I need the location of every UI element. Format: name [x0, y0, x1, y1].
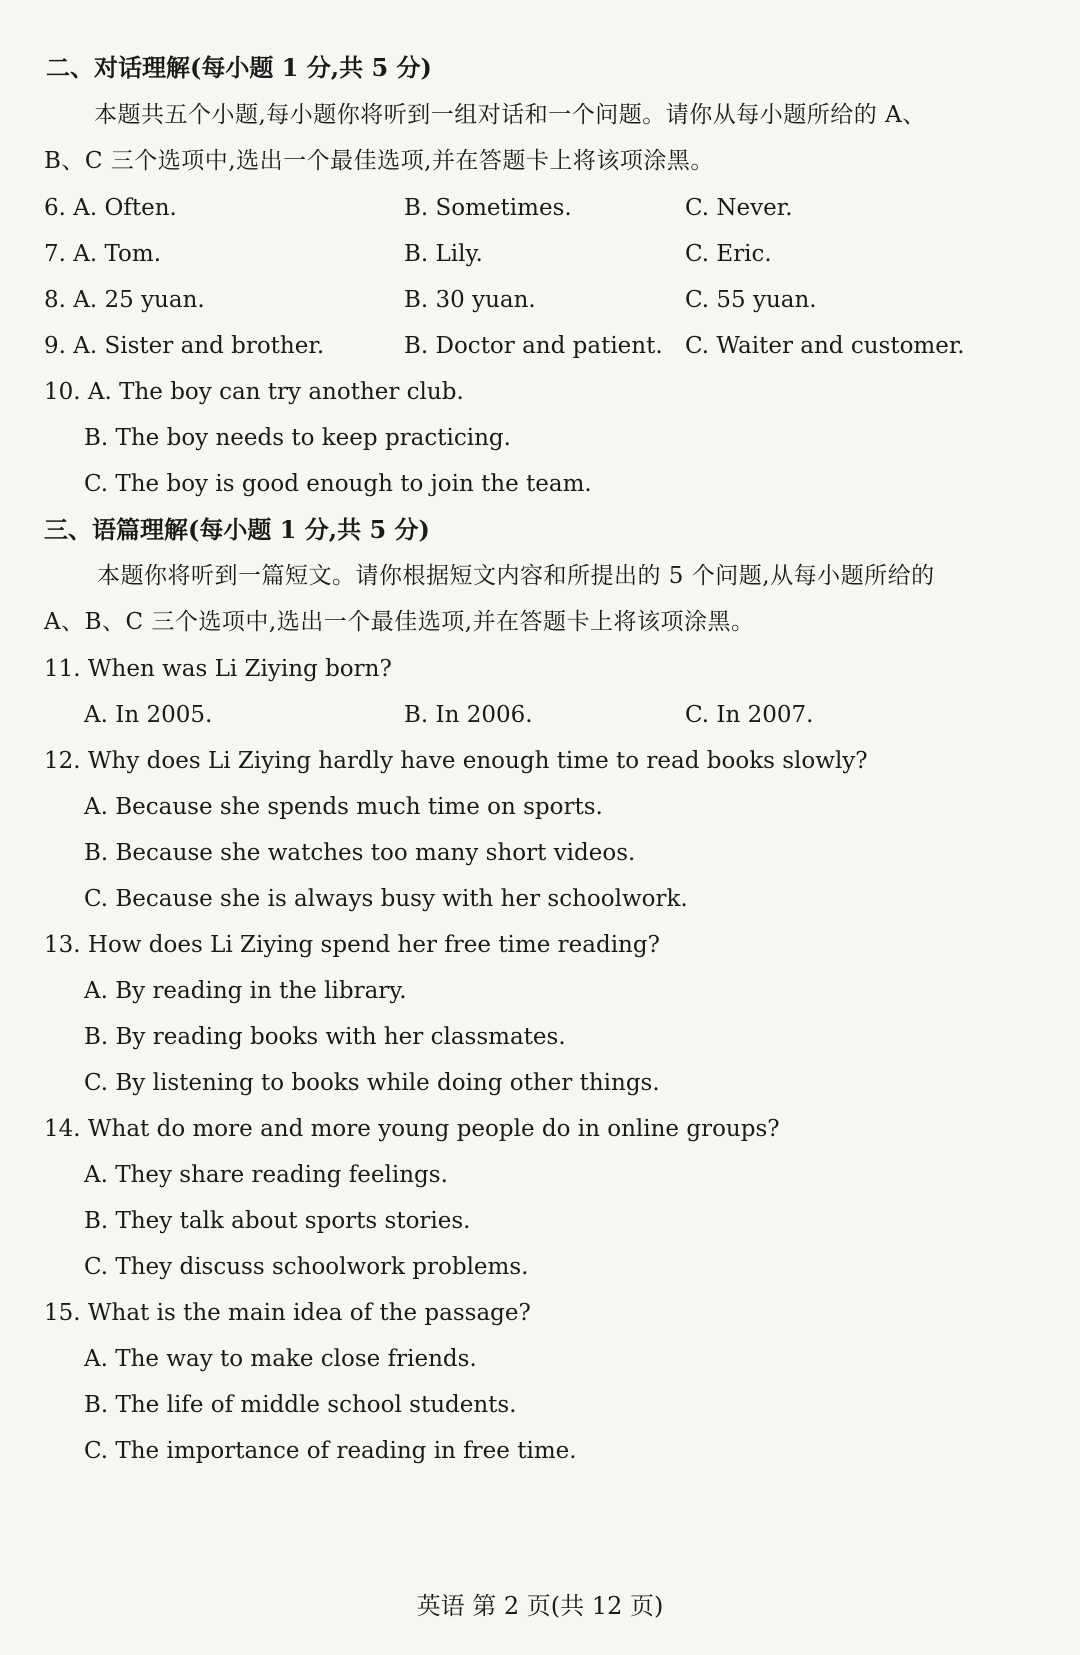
section2-intro-line2: B、C 三个选项中,选出一个最佳选项,并在答题卡上将该项涂黑。 [44, 148, 714, 174]
q11-option-c: C. In 2007. [685, 702, 814, 728]
page-footer: 英语 第 2 页(共 12 页) [416, 1592, 664, 1620]
q10-option-a: 10. A. The boy can try another club. [44, 379, 464, 405]
q6-option-b: B. Sometimes. [404, 195, 572, 221]
q12-option-c: C. Because she is always busy with her schoolwork. [84, 886, 688, 912]
q15-stem: 15. What is the main idea of the passage? [44, 1300, 531, 1326]
q11-option-b: B. In 2006. [404, 702, 533, 728]
section2-heading: 二、对话理解(每小题 1 分,共 5 分) [46, 53, 432, 82]
q13-stem: 13. How does Li Ziying spend her free time reading? [44, 932, 660, 958]
q15-option-c: C. The importance of reading in free time. [84, 1438, 577, 1464]
section2-intro-line1: 本题共五个小题,每小题你将听到一组对话和一个问题。请你从每小题所给的 A、 [94, 102, 926, 128]
q13-option-b: B. By reading books with her classmates. [84, 1024, 566, 1050]
q6-option-c: C. Never. [685, 195, 793, 221]
section3-heading: 三、语篇理解(每小题 1 分,共 5 分) [44, 515, 430, 544]
q14-option-b: B. They talk about sports stories. [84, 1208, 471, 1234]
q9-option-c: C. Waiter and customer. [685, 333, 965, 359]
section3-intro-line1: 本题你将听到一篇短文。请你根据短文内容和所提出的 5 个问题,从每小题所给的 [97, 563, 935, 589]
q10-option-c: C. The boy is good enough to join the team. [84, 471, 592, 497]
q12-option-b: B. Because she watches too many short videos. [84, 840, 636, 866]
q15-option-b: B. The life of middle school students. [84, 1392, 517, 1418]
q8-option-a: 8. A. 25 yuan. [44, 287, 205, 313]
q7-option-c: C. Eric. [685, 241, 772, 267]
q12-option-a: A. Because she spends much time on sports. [84, 794, 603, 820]
q9-option-a: 9. A. Sister and brother. [44, 333, 325, 359]
q14-option-a: A. They share reading feelings. [84, 1162, 448, 1188]
q13-option-c: C. By listening to books while doing other things. [84, 1070, 660, 1096]
q10-option-b: B. The boy needs to keep practicing. [84, 425, 511, 451]
q13-option-a: A. By reading in the library. [84, 978, 407, 1004]
q15-option-a: A. The way to make close friends. [84, 1346, 477, 1372]
q14-option-c: C. They discuss schoolwork problems. [84, 1254, 529, 1280]
q12-stem: 12. Why does Li Ziying hardly have enough time to read books slowly? [44, 748, 868, 774]
q8-option-b: B. 30 yuan. [404, 287, 536, 313]
q7-option-a: 7. A. Tom. [44, 241, 162, 267]
q14-stem: 14. What do more and more young people do in online groups? [44, 1116, 780, 1142]
q6-option-a: 6. A. Often. [44, 195, 177, 221]
section3-intro-line2: A、B、C 三个选项中,选出一个最佳选项,并在答题卡上将该项涂黑。 [44, 609, 755, 635]
q11-stem: 11. When was Li Ziying born? [44, 656, 392, 682]
q7-option-b: B. Lily. [404, 241, 483, 267]
q8-option-c: C. 55 yuan. [685, 287, 817, 313]
q11-option-a: A. In 2005. [84, 702, 213, 728]
q9-option-b: B. Doctor and patient. [404, 333, 663, 359]
